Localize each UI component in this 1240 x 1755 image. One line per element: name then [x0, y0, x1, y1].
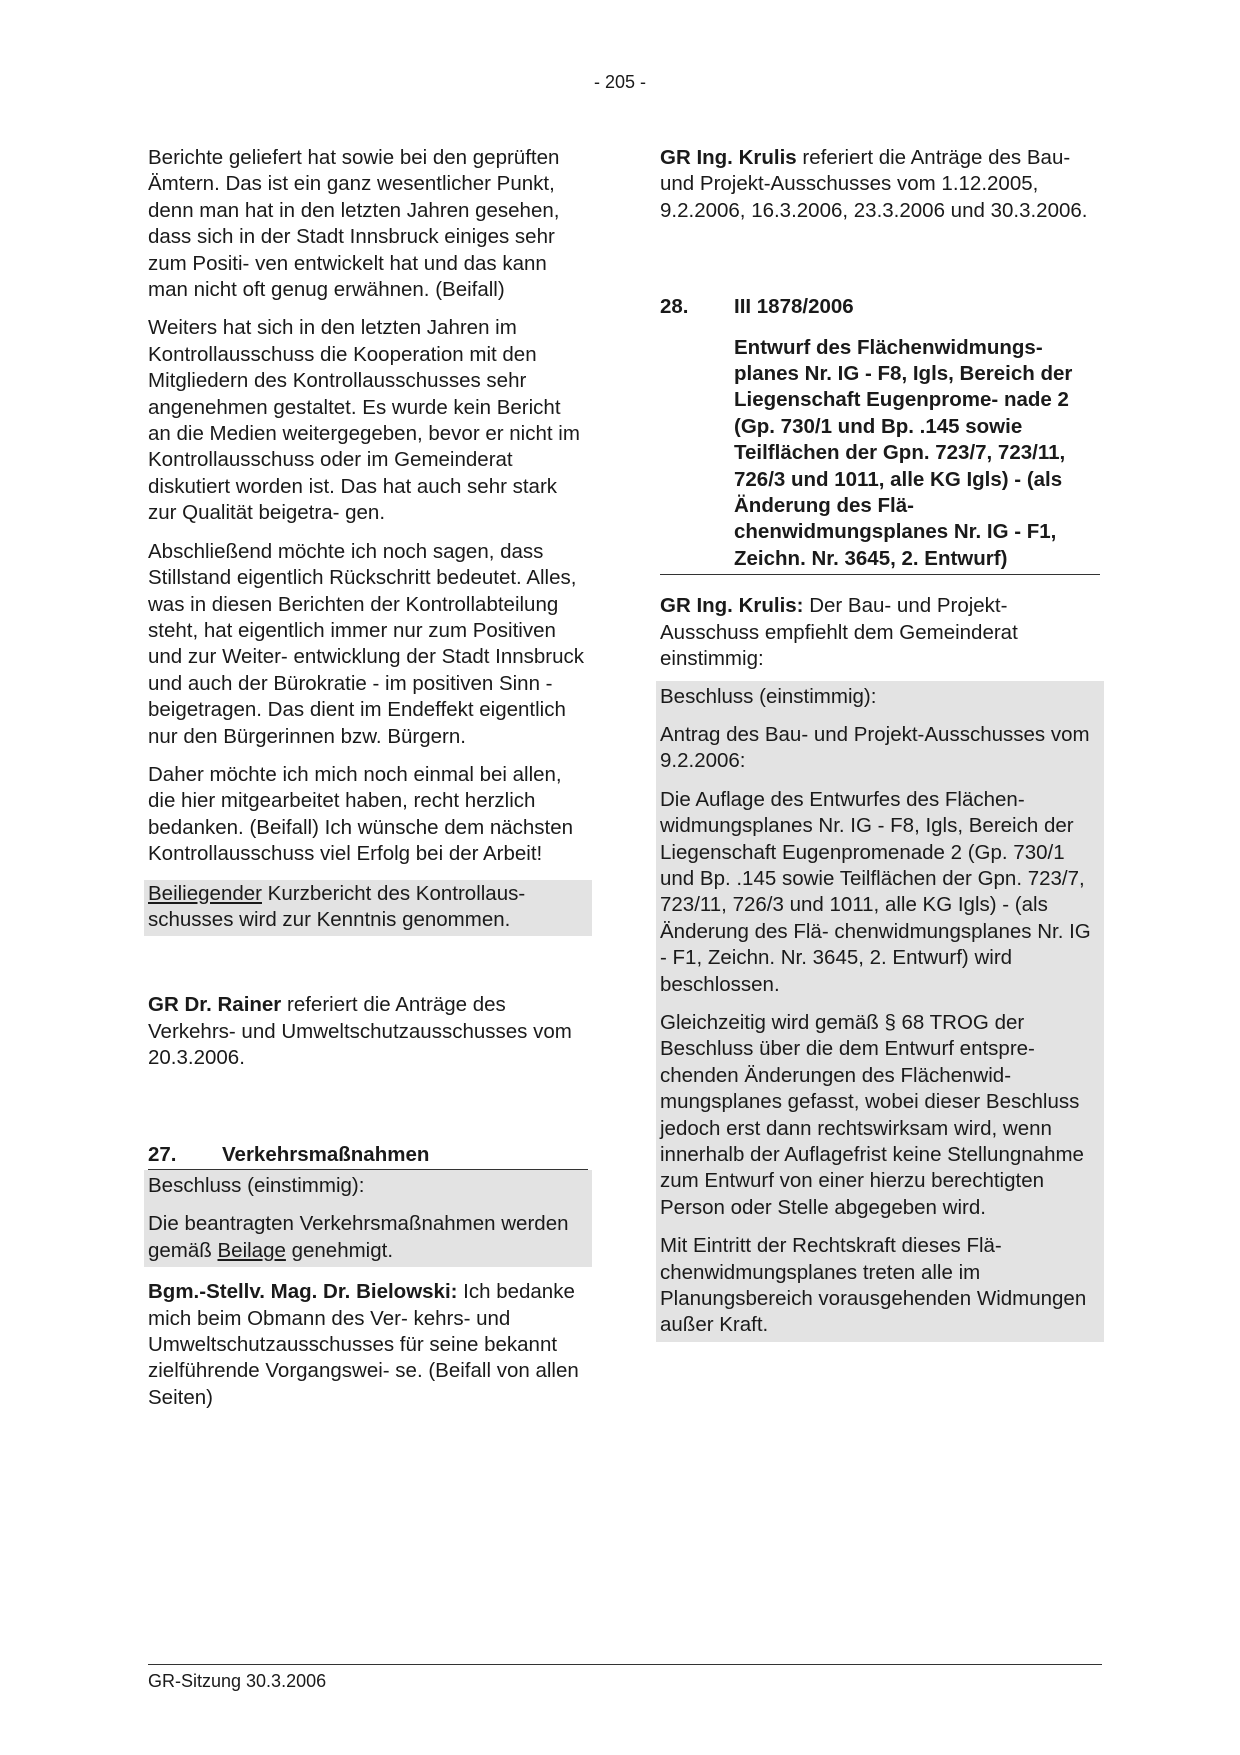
paragraph: Berichte geliefert hat sowie bei den geprüften Ämtern. Das ist ein ganz wesentlicher Punkt, denn man hat in den letzten Jahren gesehen, dass sich in der Stadt Innsbruck einiges sehr zum Positi- ven entwickelt hat und das kann man nicht oft genug erwähnen. (Beifall)	[148, 146, 560, 302]
resolution-label: Beschluss (einstimmig):	[148, 1174, 365, 1197]
resolution-text	[148, 1210, 588, 1267]
speaker-text: Der Bau- und Projekt- Ausschuss empfiehlt dem Gemeinderat einstimmig:	[660, 594, 1018, 671]
paragraph: Weiters hat sich in den letzten Jahren im Kontrollausschuss die Kooperation mit den Mitgliedern des Kontrollausschusses sehr angenehmen gestaltet. Es wurde kein Bericht an die Medien weitergegeben, bevor er nicht im Kontrollausschuss oder im Gemeinderat diskutiert worden ist. Das hat auch sehr stark zur Qualität beigetra- gen.	[148, 316, 580, 525]
agenda-item-title: Entwurf des Flächenwidmungs- planes Nr. IG - F8, Igls, Bereich der Liegenschaft Eugenprome- nade 2 (Gp. 730/1 und Bp. .145 sowie Teilflächen der Gpn. 723/7, 723/11, 726/3 und 1011, alle KG Igls) - (als Änderung des Flä- chenwidmungsplanes Nr. IG - F1, Zeichn. Nr. 3645, 2. Entwurf)	[734, 335, 1073, 570]
agenda-item-number: 28.	[660, 295, 689, 319]
resolution-text-part: genehmigt.	[285, 1238, 394, 1262]
agenda-item-reference: III 1878/2006	[734, 295, 854, 319]
speaker-name: GR Ing. Krulis	[660, 146, 797, 169]
speaker-text: Ich bedanke mich beim Obmann des Ver- kehrs- und Umweltschutzausschusses für seine bekannt zielführende Vorgangswei- se. (Beifall von allen Seiten)	[148, 1280, 579, 1409]
footer-rule	[148, 1664, 1102, 1665]
right-column	[660, 145, 1100, 1342]
resolution-text: Gleichzeitig wird gemäß § 68 TROG der Beschluss über die dem Entwurf entspre- chenden Änderungen des Flächenwid- mungsplanes gefasst, wobei dieser Beschluss jedoch erst dann rechtswirksam wird, wenn innerhalb der Auflagefrist keine Stellungnahme zum Entwurf von einer hierzu berechtigten Person oder Stelle abgegeben wird.	[660, 1010, 1084, 1219]
speaker-paragraph	[148, 1279, 588, 1411]
footer-text: GR-Sitzung 30.3.2006	[148, 1671, 327, 1691]
speaker-text: referiert die Anträge des Verkehrs- und Umweltschutzausschusses vom 20.3.2006.	[148, 993, 572, 1070]
agenda-item-number: 27.	[148, 1142, 177, 1166]
agenda-item-27-heading	[148, 1142, 588, 1170]
resolution-motion: Antrag des Bau- und Projekt-Ausschusses vom 9.2.2006:	[660, 722, 1090, 773]
resolution-text: Mit Eintritt der Rechtskraft dieses Flä- chenwidmungsplanes treten alle im Planungsbereich vorausgehenden Widmungen außer Kraft.	[660, 1234, 1087, 1337]
attachment-link[interactable]: Beiliegender	[148, 881, 262, 905]
speaker-paragraph	[660, 593, 1100, 672]
speaker-name: GR Dr. Rainer	[148, 993, 282, 1017]
page-number: - 205 -	[593, 72, 647, 92]
speaker-name: Bgm.-Stellv. Mag. Dr. Bielowski:	[148, 1280, 458, 1304]
resolution-label: Beschluss (einstimmig):	[660, 684, 877, 708]
paragraph: Daher möchte ich mich noch einmal bei allen, die hier mitgearbeitet haben, recht herzlich bedanken. (Beifall) Ich wünsche dem nächsten Kontrollausschuss viel Erfolg bei der Arbeit!	[148, 762, 574, 866]
speaker-text: referiert die Anträge des Bau- und Projekt-Ausschusses vom 1.12.2005, 9.2.2006, 16.3.2006, 23.3.2006 und 30.3.2006.	[660, 146, 1088, 222]
speaker-name: GR Ing. Krulis:	[660, 594, 804, 618]
resolution-text-part: Die beantragten Verkehrsmaßnahmen werden gemäß	[148, 1212, 569, 1262]
left-column	[148, 145, 588, 1423]
resolution-block	[656, 681, 1104, 1342]
resolution-block	[144, 1170, 592, 1267]
attachment-link[interactable]: Beilage	[217, 1238, 286, 1262]
resolution-block	[144, 880, 592, 937]
agenda-item-28-heading	[660, 294, 1100, 575]
resolution-text: Die Auflage des Entwurfes des Flächen- widmungsplanes Nr. IG - F8, Igls, Bereich der Liegenschaft Eugenpromenade 2 (Gp. 730/1 und Bp. .145 sowie Teilflächen der Gpn. 723/7, 723/11, 726/3 und 1011, alle KG Igls) - (als Änderung des Flä- chenwidmungsplanes Nr. IG - F1, Zeichn. Nr. 3645, 2. Entwurf) wird beschlossen.	[660, 787, 1091, 996]
speaker-paragraph	[660, 145, 1100, 224]
paragraph: Abschließend möchte ich noch sagen, dass Stillstand eigentlich Rückschritt bedeutet. Alles, was in diesen Berichten der Kontrollabteilung steht, hat eigentlich immer nur zum Positiven und zur Weiter- entwicklung der Stadt Innsbruck und auch der Bürokratie - im positiven Sinn - beigetragen. Das dient im Endeffekt eigentlich nur den Bürgerinnen bzw. Bürgern.	[148, 539, 585, 748]
resolution-text	[148, 880, 588, 937]
resolution-text-rest: Kurzbericht des Kontrollaus- schusses wird zur Kenntnis genommen.	[148, 881, 526, 931]
speaker-paragraph	[148, 992, 588, 1071]
agenda-item-title: Verkehrsmaßnahmen	[222, 1142, 430, 1166]
